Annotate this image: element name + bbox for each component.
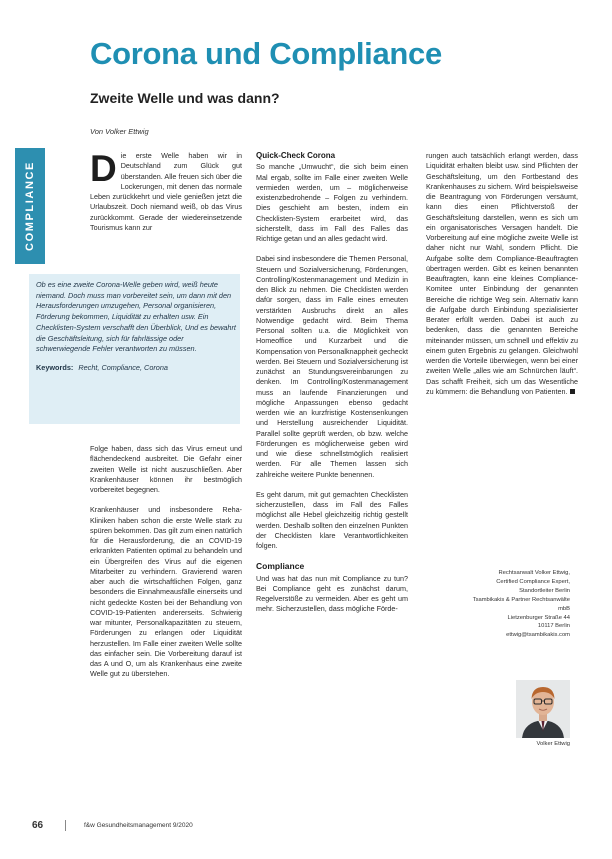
end-of-article-mark bbox=[570, 389, 575, 394]
section-tab-label: COMPLIANCE bbox=[24, 161, 37, 251]
column-3 bbox=[426, 151, 578, 407]
page-footer bbox=[32, 820, 432, 832]
keywords-label: Keywords: bbox=[36, 362, 74, 372]
section-heading-quick-check: Quick-Check Corona bbox=[256, 151, 336, 160]
page-number: 66 bbox=[32, 820, 44, 831]
author-portrait-image bbox=[516, 680, 570, 738]
keywords-line bbox=[36, 363, 236, 372]
footer-divider bbox=[65, 820, 66, 831]
contact-line: 10117 Berlin bbox=[537, 623, 570, 630]
abstract-text: Ob es eine zweite Corona-Welle geben wird, weiß heute niemand. Doch muss man vorbereitet sein, um dann mit den Herausforderungen umzugehen, Personal organisieren, Förderung bekommen, Liquidität zu erhalten usw. Ein Checklisten-System verschafft den Überblick, Und es bewahrt die Geschäftsleitung, sich für fahrlässige oder schwerwiegende Fehler verantworten zu müssen. bbox=[36, 280, 236, 354]
photo-caption: Volker Ettwig bbox=[536, 741, 570, 747]
author-photo bbox=[516, 680, 570, 738]
column-2 bbox=[256, 151, 408, 625]
drop-cap: D bbox=[90, 148, 117, 189]
intro-paragraph: ie erste Welle haben wir in Deutschland zum Glück gut überstanden. Alle freuen sich über die Lockerungen, mit denen das normale Leben zurückkehrt und viele genießen jetzt die Urlaubszeit. Doch niemand weiß, ob das Virus zurückkommt. Gerade der wiedereinsetzende Tourismus kann zur bbox=[90, 151, 242, 232]
body-paragraph: Krankenhäuser und insbesondere Reha-Kliniken haben schon die erste Welle stark zu spüren bekommen. Das gilt zum einen natürlich für die Herausforderung, die an COVID-19 erkrankten Patienten optimal zu behandeln und ein Übergreifen des Virus auf die eigenen Mitarbeiter zu verhindern. Gravierend waren aber auch die wirtschaftlichen Folgen, ganz besonders die Einnahmeausfälle einerseits und nicht gedeckte Kosten bei der Behandlung von COVID-19-Patienten andererseits. Schwierig war mitunter, Personalkapazitäten zu steuern, Förderungen zu erlangen oder Liquidität herzustellen. Im Falle einer zweiten Welle sollte das einfacher sein. Die Vorbereitung darauf ist das A und O, um als Krankenhaus eine zweite Welle gut zu überstehen. bbox=[90, 505, 242, 679]
article-title: Corona und Compliance bbox=[90, 36, 442, 71]
abstract-box bbox=[29, 274, 240, 424]
contact-line: Standortleiter Berlin bbox=[519, 587, 570, 594]
column-1 bbox=[90, 444, 242, 690]
keywords-text: Recht, Compliance, Corona bbox=[78, 362, 168, 372]
closing-paragraph: rungen auch tatsächlich erlangt werden, dass Liquidität erhalten bleibt usw. sind Pflichten der Geschäftsleitung, um den Fortbestand des Krankenhauses zu sichern. Wird beispielsweise die Beantragung von Förderungen versäumt, kann dies einen Pflichtverstoß der Geschäftsleitung darstellen, wenn es sich um ein organisatorisches Versagen handelt. Die Vorbereitung auf eine mögliche zweite Welle ist daher nicht nur Wahl, sondern Pflicht. Die Aufgabe sollte dem Compliance-Beauftragten übertragen werden. Gibt es keinen benannten Beauftragten, kann eine kleines Compliance-Komitee unter Einbindung der genannten Bereiche die richtige Weg sein. Alternativ kann die Aufgabe durch Einbindung spezialisierter Berater erfüllt werden. Dabei ist auch zu bedenken, dass die genannten Bereiche miteinander müssen, um schnell und effektiv zu einem guten Ergebnis zu gelangen. Gleichwohl werden die Vorteile überwiegen, wenn bei einer zweiten Welle „alles wie am Schnürchen läuft“. Das schafft Freiheit, sich um das Wesentliche zu kümmern: die Behandlung von Patienten. bbox=[426, 151, 578, 396]
body-paragraph: So manche „Umwucht“, die sich beim einen Mal ergab, sollte im Falle einer zweiten Welle vermieden werden, um – möglicherweise existenzbedrohende – Folgen zu verhindern. Dies geschieht am besten, indem ein Checklisten-System erarbeitet wird, das sicherstellt, dass im Fall des Falles das Richtige getan und an alles gedacht wird. bbox=[256, 162, 408, 243]
body-paragraph bbox=[426, 151, 578, 397]
contact-line: Certified Compliance Expert, bbox=[496, 578, 570, 585]
body-paragraph: Und was hat das nun mit Compliance zu tun? Bei Compliance geht es zunächst darum, Regelverstöße zu vermeiden. Aber es geht um mehr. Sicherzustellen, dass mögliche Förde- bbox=[256, 573, 408, 614]
section-tab bbox=[15, 148, 45, 264]
author-byline: Von Volker Ettwig bbox=[90, 127, 149, 136]
contact-line: Tsambikakis & Partner Rechtsanwälte mbB bbox=[472, 596, 570, 612]
body-paragraph: Dabei sind insbesondere die Themen Personal, Steuern und Sozialversicherung, Förderungen, Controlling/Kostenmanagement und Medizin in den Blick zu nehmen. Die Checklisten werden dafür sorgen, dass im Falle eines erneuten verstärkten Ausbruchs direkt an alles Notwendige gedacht wird. Beim Thema Personal sollten u.a. die Möglichkeit von Homeoffice und Kurzarbeit und die Kompensation von Personalknappheit gecheckt werden. Bei Steuern und Sozialversicherung ist zunächst an Stundungsvereinbarungen zu denken. Im Controlling/Kostenmanagement muss an laufende Finanzierungen und mögliche Anpassungen ebenso gedacht werden wie an kurzfristige Kostensenkungen und Herstellung ausreichender Liquidität. Parallel sollte geprüft werden, ob bzw. welche Förderungen es möglicherweise geben wird und wie diese schnellstmöglich realisiert werden. Für alle Themen lassen sich zahlreiche weitere Punkte benennen. bbox=[256, 254, 408, 479]
article-subtitle: Zweite Welle und was dann? bbox=[90, 90, 280, 106]
journal-reference: f&w Gesundheitsmanagement 9/2020 bbox=[84, 822, 193, 829]
author-contact bbox=[462, 569, 570, 640]
section-heading-compliance: Compliance bbox=[256, 561, 305, 572]
body-paragraph: Es geht darum, mit gut gemachten Checklisten sicherzustellen, dass im Fall des Falles möglichst alle Hebel gleichzeitig richtig gestellt werden. Deshalb sollten den einzelnen Punkten der Checklisten klare Verantwortlichkeiten folgen. bbox=[256, 489, 408, 550]
contact-email: ettwig@tsambikakis.com bbox=[506, 632, 570, 639]
intro-column bbox=[90, 148, 242, 233]
body-paragraph: Folge haben, dass sich das Virus erneut und flächendeckend ausbreitet. Die Gefahr einer zweiten Welle ist nicht auszuschließen. Aber Krankenhäuser können ihr bestmöglich vorbereitet begegnen. bbox=[90, 444, 242, 494]
contact-line: Lietzenburger Straße 44 bbox=[507, 614, 570, 621]
contact-line: Rechtsanwalt Volker Ettwig, bbox=[498, 570, 570, 576]
